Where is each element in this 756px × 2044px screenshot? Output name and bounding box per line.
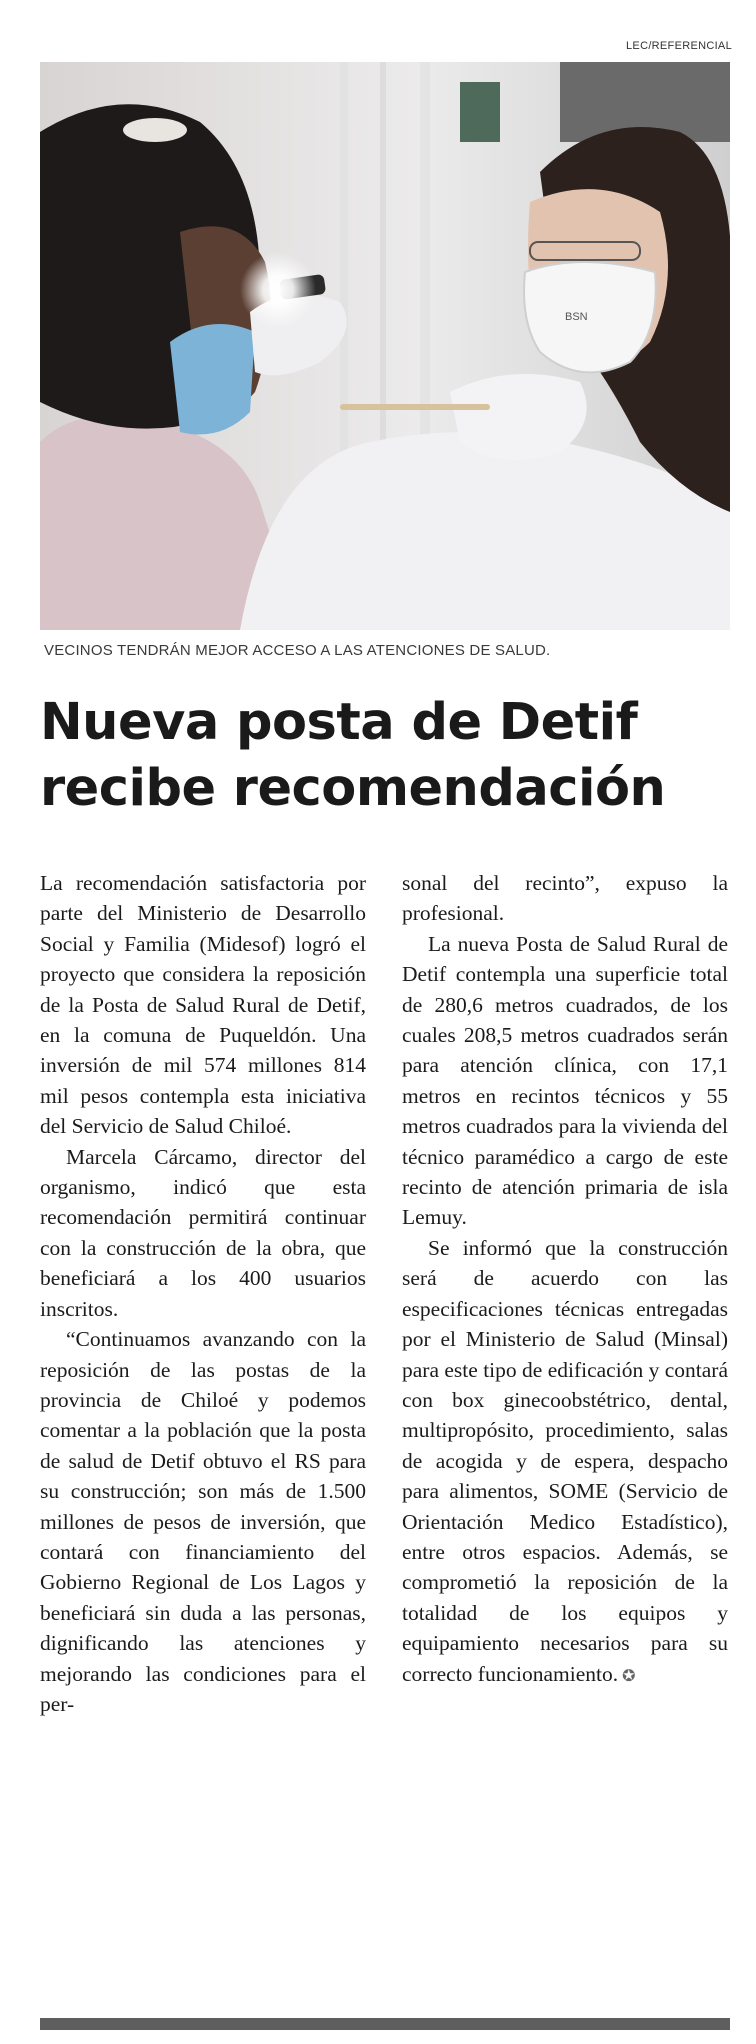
- paragraph: sonal del recinto”, expuso la profesional.: [402, 871, 728, 926]
- article-column-right: [402, 868, 728, 1691]
- article-column-left: [40, 868, 366, 1719]
- photo-caption: VECINOS TENDRÁN MEJOR ACCESO A LAS ATENCIONES DE SALUD.: [44, 642, 551, 659]
- paragraph: [402, 1233, 728, 1691]
- paragraph-text: Se informó que la construcción será de acuerdo con las especificaciones técnicas entregadas por el Ministerio de Salud (Minsal) para este tipo de edificación y contará con box ginecoobstétrico, dental, multipropósito, procedimiento, salas de acogida y de espera, despacho para alimentos, SOME (Servicio de Orientación Medico Estadístico), entre otros espacios. Además, se comprometió la reposición de la totalidad de los equipos y equipamiento necesarios para su correcto funcionamiento.: [402, 1235, 728, 1686]
- paragraph: La nueva Posta de Salud Rural de Detif contempla una superficie total de 280,6 metros cuadrados, de los cuales 208,5 metros cuadrados serán para atención clínica, con 17,1 metros en recintos técnicos y 55 metros cuadrados para la vivienda del técnico paramédico a cargo de este recinto de atención primaria de isla Lemuy.: [402, 931, 728, 1230]
- mask-brand-label: BSN: [565, 311, 588, 323]
- photo-credit: LEC/REFERENCIAL: [626, 40, 732, 52]
- article-photo: [40, 62, 730, 630]
- paragraph: Marcela Cárcamo, director del organismo, indicó que esta recomendación permitirá continuar con la construcción de la obra, que beneficiará a los 400 usuarios inscritos.: [40, 1144, 366, 1321]
- paragraph: La recomendación satisfactoria por parte del Ministerio de Desarrollo Social y Familia (Midesof) logró el proyecto que considera la reposición de la Posta de Salud Rural de Detif, en la comuna de Puqueldón. Una inversión de mil 574 millones 814 mil pesos contempla esta iniciativa del Servicio de Salud Chiloé.: [40, 871, 366, 1139]
- headline: Nueva posta de Detif recibe recomendación: [40, 693, 666, 818]
- paragraph: “Continuamos avanzando con la reposición de las postas de la provincia de Chiloé y podemos comentar a la población que la posta de salud de Detif obtuvo el RS para su construcción; son más de 1.500 millones de pesos de inversión, que contará con financiamiento del Gobierno Regional de Los Lagos y beneficiará sin duda a las personas, dignificando las atenciones y mejorando las condiciones para el per-: [40, 1327, 366, 1716]
- end-mark-icon: ✪: [622, 1665, 636, 1685]
- bottom-divider: [40, 2018, 730, 2030]
